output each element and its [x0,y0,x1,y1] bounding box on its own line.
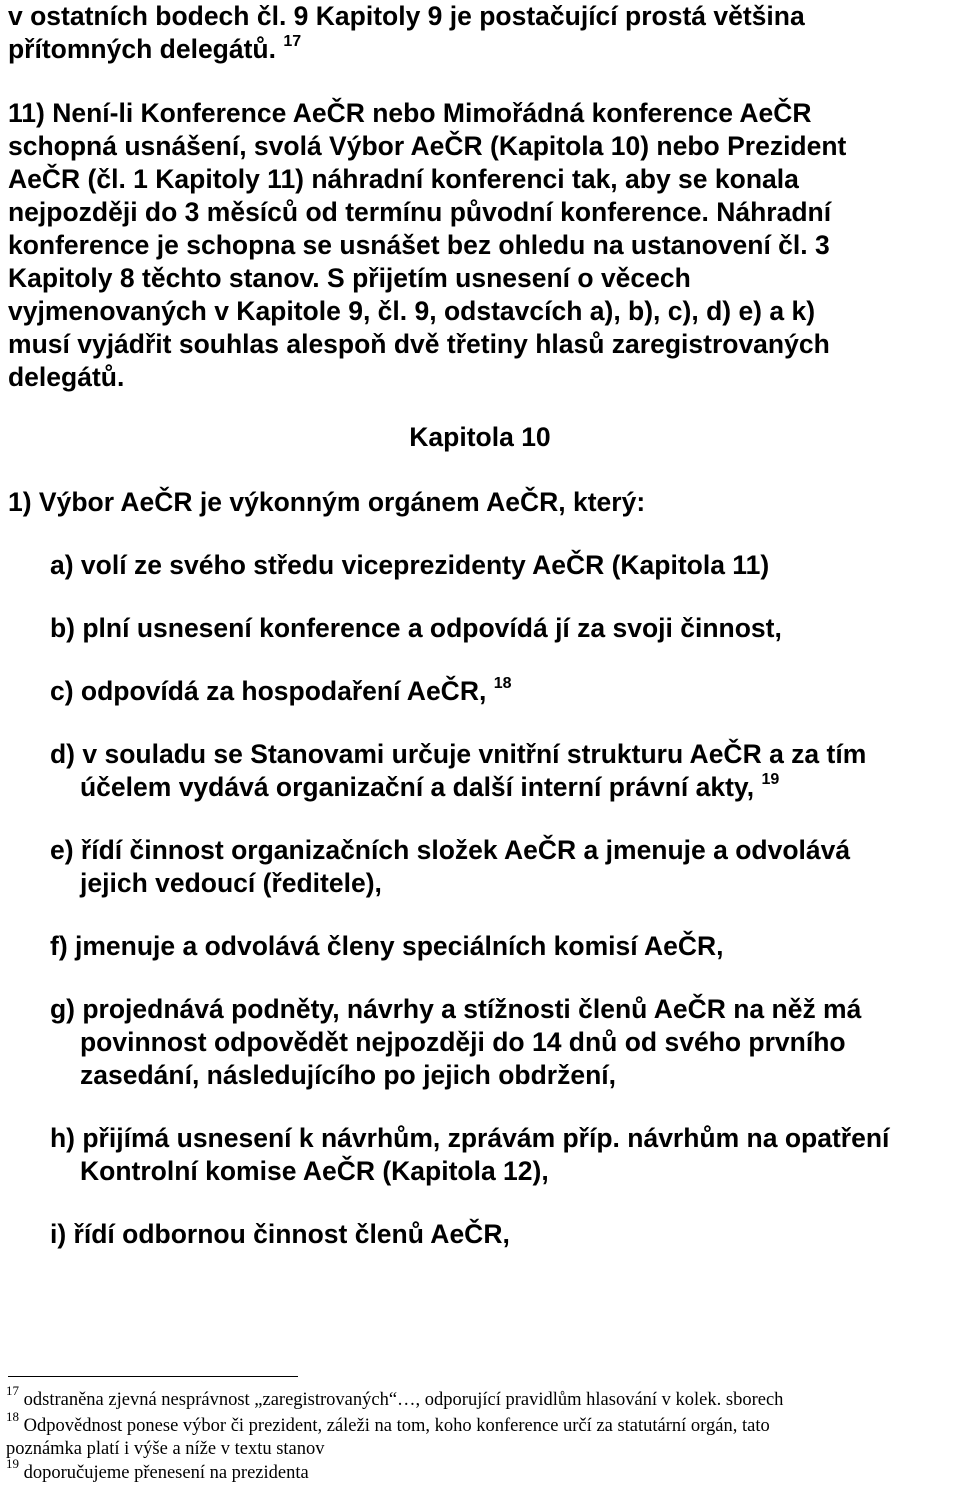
list-item-d-line-2 [50,771,960,804]
footnote-19-text: doporučujeme přenesení na prezidenta [23,1463,309,1483]
footnote-18 [6,1408,956,1437]
para11-line: delegátů. [8,362,125,392]
list-item-e-line-2: jejich vedoucí (ředitele), [80,868,382,898]
list-item-e [50,834,960,900]
chapter-intro: 1) Výbor AeČR je výkonným orgánem AeČR, který: [8,487,646,517]
footnote-17 [6,1382,956,1411]
list-item-a: a) volí ze svého středu viceprezidenty AeČR (Kapitola 11) [50,550,770,580]
footnote-18-number: 18 [6,1408,19,1424]
para11-line: 11) Není-li Konference AeČR nebo Mimořádná konference AeČR [8,98,812,128]
intro-paragraph [8,0,953,66]
para11-line: Kapitoly 8 těchto stanov. S přijetím usnesení o věcech [8,263,691,293]
intro-line-2-text: přítomných delegátů. [8,34,276,64]
footnote-ref-17: 17 [283,33,302,51]
para11-line: konference je schopna se usnášet bez ohledu na ustanovení čl. 3 [8,230,830,260]
list-item-e-line-1: e) řídí činnost organizačních složek AeČR a jmenuje a odvolává [50,835,851,865]
intro-line-1: v ostatních bodech čl. 9 Kapitoly 9 je postačující prostá většina [8,1,805,31]
list-item-d [50,738,960,804]
list-item-g [50,993,960,1092]
chapter-heading: Kapitola 10 [409,422,551,452]
list-item-b: b) plní usnesení konference a odpovídá jí za svoji činnost, [50,613,782,643]
list-item-d-line-2-text: účelem vydává organizační a další interní právní akty, [80,772,755,802]
para11-line: nejpozději do 3 měsíců od termínu původní konference. Náhradní [8,197,832,227]
list-item-h-line-2: Kontrolní komise AeČR (Kapitola 12), [80,1156,549,1186]
paragraph-11 [8,97,953,394]
para11-line: schopná usnášení, svolá Výbor AeČR (Kapitola 10) nebo Prezident [8,131,847,161]
list-item-i: i) řídí odbornou činnost členů AeČR, [50,1219,510,1249]
footnote-ref-18: 18 [493,675,512,693]
list-item-g-line-2: povinnost odpovědět nejpozději do 14 dnů od svého prvního [80,1027,846,1057]
footnote-18-continued: poznámka platí i výše a níže v textu stanov [6,1439,325,1459]
para11-line: vyjmenovaných v Kapitole 9, čl. 9, odstavcích a), b), c), d) e) a k) [8,296,816,326]
list-item-d-line-1: d) v souladu se Stanovami určuje vnitřní strukturu AeČR a za tím [50,739,867,769]
intro-line-2 [8,33,953,66]
footnote-separator [8,1376,298,1377]
footnote-ref-19: 19 [761,771,780,789]
list-item-h-line-1: h) přijímá usnesení k návrhům, zprávám příp. návrhům na opatření [50,1123,890,1153]
list-item-h [50,1122,960,1188]
footnote-19-number: 19 [6,1455,19,1471]
footnote-18-text: Odpovědnost ponese výbor či prezident, záleži na tom, koho konference určí za statutární orgán, tato [23,1416,770,1436]
para11-line: musí vyjádřit souhlas alespoň dvě třetiny hlasů zaregistrovaných [8,329,830,359]
list-item-g-line-1: g) projednává podněty, návrhy a stížnosti členů AeČR na něž má [50,994,862,1024]
list-item-c [50,675,960,708]
list-item-g-line-3: zasedání, následujícího po jejich obdržení, [80,1060,616,1090]
footnote-19 [6,1455,956,1484]
list-item-f: f) jmenuje a odvolává členy speciálních komisí AeČR, [50,931,724,961]
footnote-17-number: 17 [6,1382,19,1398]
footnote-17-text: odstraněna zjevná nesprávnost „zaregistrovaných“…, odporující pravidlům hlasování v kolek. sborech [23,1390,784,1410]
list-item-c-text: c) odpovídá za hospodaření AeČR, [50,676,487,706]
para11-line: AeČR (čl. 1 Kapitoly 11) náhradní konferenci tak, aby se konala [8,164,799,194]
